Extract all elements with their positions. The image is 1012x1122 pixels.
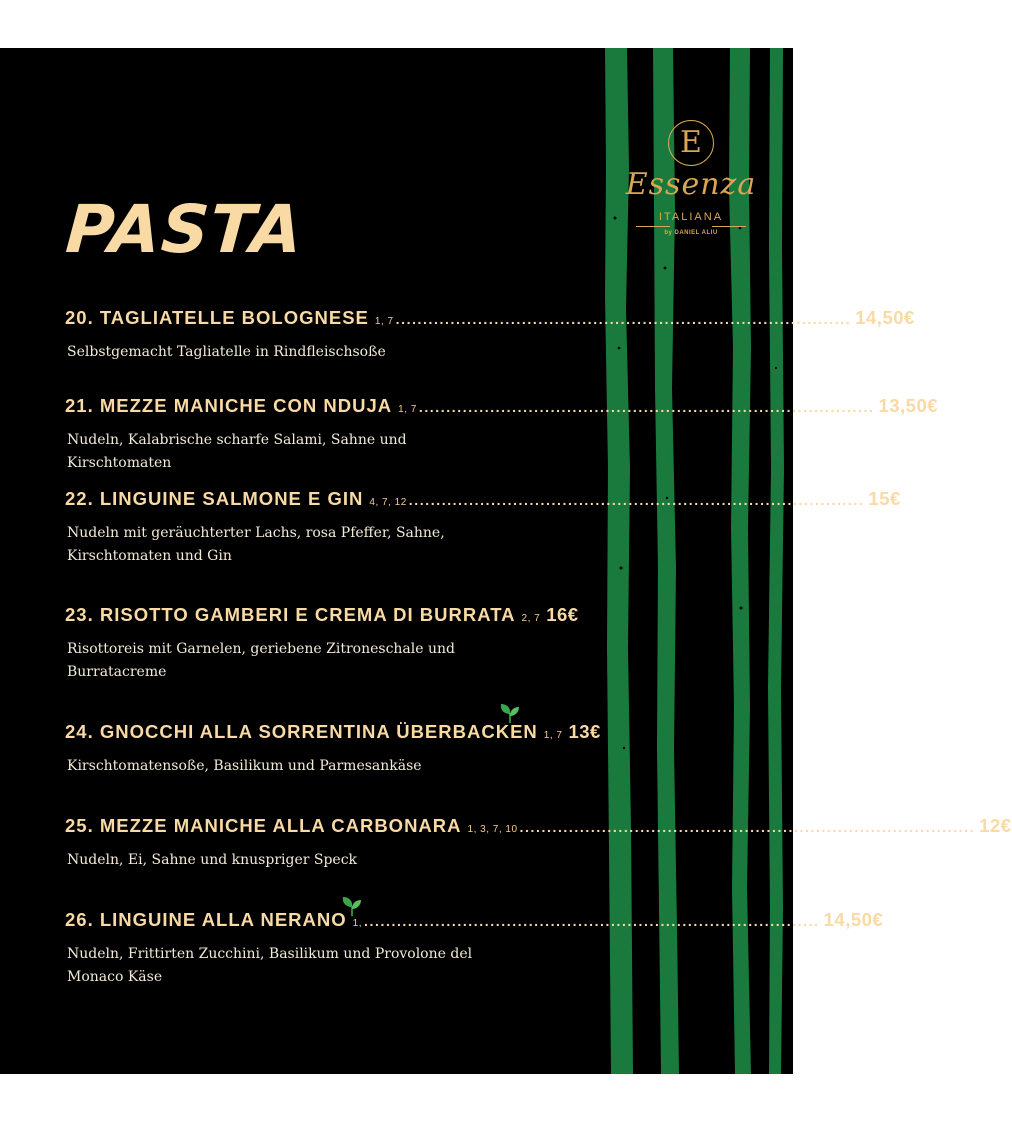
menu-item-name: 26. LINGUINE ALLA NERANO xyxy=(65,909,347,930)
menu-item-name: 21. MEZZE MANICHE CON NDUJA xyxy=(65,395,393,416)
logo-byline: by DANIEL ALIU xyxy=(664,230,718,236)
allergen-codes: 1, 7 xyxy=(398,404,417,415)
menu-item-header xyxy=(65,814,1012,842)
menu-item-price: 14,50€ xyxy=(823,909,884,930)
menu-item-header xyxy=(65,487,901,515)
menu-item-header xyxy=(65,394,939,422)
dot-leader: ................................................................................... xyxy=(364,913,820,929)
dot-leader: ................................................................................... xyxy=(408,492,865,508)
menu-item xyxy=(65,603,579,684)
logo-rule-left xyxy=(636,226,670,227)
dot-leader: ................................................................................... xyxy=(519,819,976,835)
menu-item-price: 13€ xyxy=(568,721,601,742)
menu-item-header xyxy=(65,306,915,334)
allergen-codes: 4, 7, 12 xyxy=(369,497,407,508)
restaurant-logo xyxy=(616,120,766,250)
menu-item xyxy=(65,720,601,778)
menu-item-price: 13,50€ xyxy=(878,395,939,416)
logo-script-name: Essenza xyxy=(625,167,757,202)
menu-item-header xyxy=(65,908,884,936)
menu-item-description: Kirschtomatensoße, Basilikum und Parmesankäse xyxy=(67,758,422,774)
logo-rule-right xyxy=(712,226,746,227)
menu-item xyxy=(65,814,1012,872)
allergen-codes: 1, 3, 7, 10 xyxy=(467,824,518,835)
menu-item-price: 14,50€ xyxy=(855,307,915,328)
logo-monogram: E xyxy=(668,120,714,166)
menu-item xyxy=(65,487,901,568)
menu-item-name: 24. GNOCCHI ALLA SORRENTINA ÜBERBACKEN xyxy=(65,721,538,742)
menu-item-price: 16€ xyxy=(546,604,579,625)
menu-item-description: Nudeln mit geräuchterter Lachs, rosa Pfeffer, Sahne, Kirschtomaten und Gin xyxy=(67,525,445,564)
menu-page xyxy=(0,48,1012,1074)
menu-item-description: Nudeln, Kalabrische scharfe Salami, Sahne und Kirschtomaten xyxy=(67,432,407,471)
menu-item xyxy=(65,394,939,475)
menu-item-description: Nudeln, Ei, Sahne und knuspriger Speck xyxy=(67,852,358,868)
menu-item-description: Risottoreis mit Garnelen, geriebene Zitroneschale und Burratacreme xyxy=(67,641,455,680)
leaf-icon xyxy=(498,701,522,725)
menu-item-name: 23. RISOTTO GAMBERI E CREMA DI BURRATA xyxy=(65,604,516,625)
logo-subtitle: ITALIANA xyxy=(658,211,724,223)
dot-leader: ................................................................................... xyxy=(395,311,852,327)
allergen-codes: 1, xyxy=(352,918,362,929)
allergen-codes: 1, 7 xyxy=(543,730,563,741)
allergen-codes: 2, 7 xyxy=(521,613,541,624)
menu-item-description: Nudeln, Frittirten Zucchini, Basilikum und Provolone del Monaco Käse xyxy=(67,946,473,985)
menu-item xyxy=(65,908,884,989)
menu-item-price: 15€ xyxy=(868,488,901,509)
leaf-icon xyxy=(340,894,364,918)
menu-item-header xyxy=(65,603,579,631)
menu-item-description: Selbstgemacht Tagliatelle in Rindfleischsoße xyxy=(67,344,386,360)
menu-item-name: 25. MEZZE MANICHE ALLA CARBONARA xyxy=(65,815,462,836)
dot-leader: ................................................................................... xyxy=(418,399,875,415)
allergen-codes: 1, 7 xyxy=(374,316,394,327)
menu-item-name: 22. LINGUINE SALMONE E GIN xyxy=(65,488,364,509)
menu-section-title: PASTA xyxy=(63,191,306,268)
menu-item-price: 12€ xyxy=(979,815,1012,836)
menu-item-name: 20. TAGLIATELLE BOLOGNESE xyxy=(65,307,369,328)
menu-item xyxy=(65,306,915,364)
